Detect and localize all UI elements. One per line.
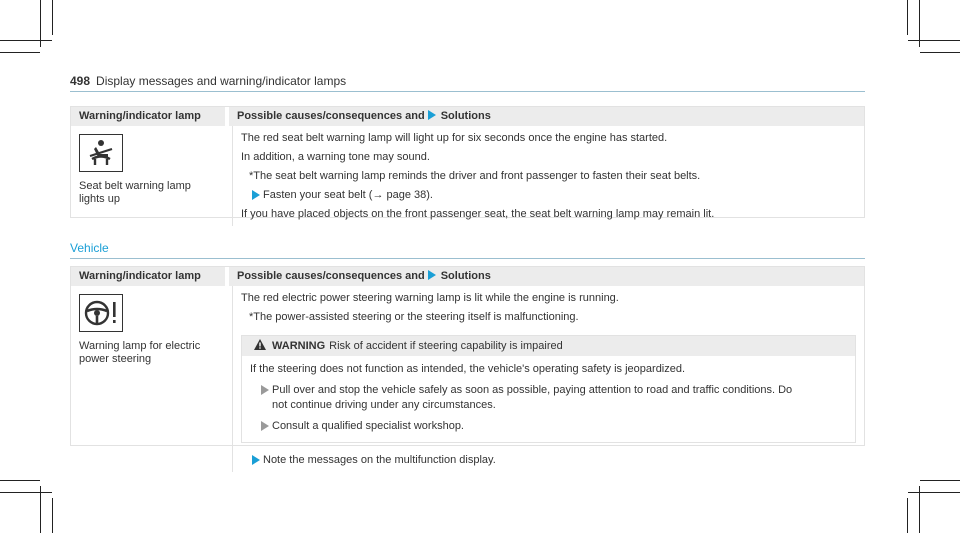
solution-item — [241, 453, 864, 468]
lamp-label-line2: lights up — [79, 193, 120, 205]
warning-title: Risk of accident if steering capability is impaired — [329, 340, 563, 352]
section-title: Vehicle — [70, 241, 109, 255]
cause-text: The red electric power steering warning lamp is lit while the engine is running. — [241, 292, 619, 304]
column-header-solutions-label: Solutions — [440, 270, 491, 282]
bullet-arrow-icon — [252, 455, 260, 465]
cause-text: *The seat belt warning lamp reminds the driver and front passenger to fasten their seat belts. — [249, 170, 701, 182]
crop-mark — [0, 52, 40, 53]
warning-label: WARNING — [272, 340, 326, 352]
cause-text: *The power-assisted steering or the steering itself is malfunctioning. — [249, 311, 579, 323]
table-row — [71, 126, 864, 226]
seat-belt-table — [70, 106, 865, 218]
crop-mark — [0, 492, 52, 493]
solution-text: Fasten your seat belt (→ page 38). — [263, 189, 433, 201]
column-header-causes-label: Possible causes/consequences and — [237, 110, 425, 122]
crop-mark — [0, 40, 52, 41]
solutions-arrow-icon — [428, 270, 436, 280]
warning-header — [242, 336, 855, 356]
warning-item — [250, 383, 847, 413]
bullet-arrow-icon — [252, 190, 260, 200]
column-header-lamp: Warning/indicator lamp — [71, 107, 229, 126]
causes-cell — [233, 126, 864, 226]
solution-text: Note the messages on the multifunction display. — [263, 454, 496, 466]
steering-wheel-warning-icon — [79, 294, 123, 332]
lamp-cell — [71, 286, 233, 472]
lamp-label-line2: power steering — [79, 353, 152, 365]
column-header-solutions-label: Solutions — [440, 110, 491, 122]
crop-mark — [919, 486, 920, 533]
bullet-arrow-icon — [261, 385, 269, 395]
crop-mark — [40, 486, 41, 533]
cause-text: In addition, a warning tone may sound. — [241, 151, 430, 163]
page-title: Display messages and warning/indicator lamps — [96, 74, 347, 88]
page-number: 498 — [70, 74, 91, 88]
warning-body — [242, 356, 855, 442]
bullet-arrow-icon — [261, 421, 269, 431]
crop-mark — [0, 480, 40, 481]
lamp-label-line1: Seat belt warning lamp — [79, 180, 191, 192]
warning-triangle-icon — [254, 339, 266, 350]
column-header-lamp: Warning/indicator lamp — [71, 267, 229, 286]
crop-mark — [920, 480, 960, 481]
solution-item — [241, 188, 864, 203]
table-header — [71, 267, 864, 286]
warning-box — [241, 335, 856, 443]
table-row — [71, 286, 864, 472]
cause-text: The red seat belt warning lamp will light up for six seconds once the engine has started. — [241, 132, 668, 144]
warning-text: If the steering does not function as intended, the vehicle's operating safety is jeopardized. — [250, 363, 686, 375]
causes-cell — [233, 286, 864, 472]
warning-item-text: Consult a qualified specialist workshop. — [272, 420, 464, 432]
warning-item-text: not continue driving under any circumstances. — [272, 399, 496, 411]
crop-mark — [908, 40, 960, 41]
crop-mark — [907, 498, 908, 533]
crop-mark — [920, 52, 960, 53]
column-header-causes — [229, 267, 864, 286]
crop-mark — [52, 0, 53, 35]
column-header-causes-label: Possible causes/consequences and — [237, 270, 425, 282]
crop-mark — [52, 498, 53, 533]
header-rule — [70, 91, 865, 92]
column-header-causes — [229, 107, 864, 126]
seat-belt-icon — [79, 134, 123, 172]
crop-mark — [908, 492, 960, 493]
solutions-arrow-icon — [428, 110, 436, 120]
power-steering-table — [70, 266, 865, 466]
table-header — [71, 107, 864, 126]
section-rule — [70, 258, 865, 259]
warning-item — [250, 419, 847, 434]
lamp-cell — [71, 126, 233, 226]
cause-text: If you have placed objects on the front passenger seat, the seat belt warning lamp may remain lit. — [241, 208, 715, 220]
lamp-label-line1: Warning lamp for electric — [79, 340, 201, 352]
crop-mark — [907, 0, 908, 35]
page-header — [70, 74, 346, 88]
warning-item-text: Pull over and stop the vehicle safely as soon as possible, paying attention to road and traffic conditions. Do — [272, 384, 793, 396]
